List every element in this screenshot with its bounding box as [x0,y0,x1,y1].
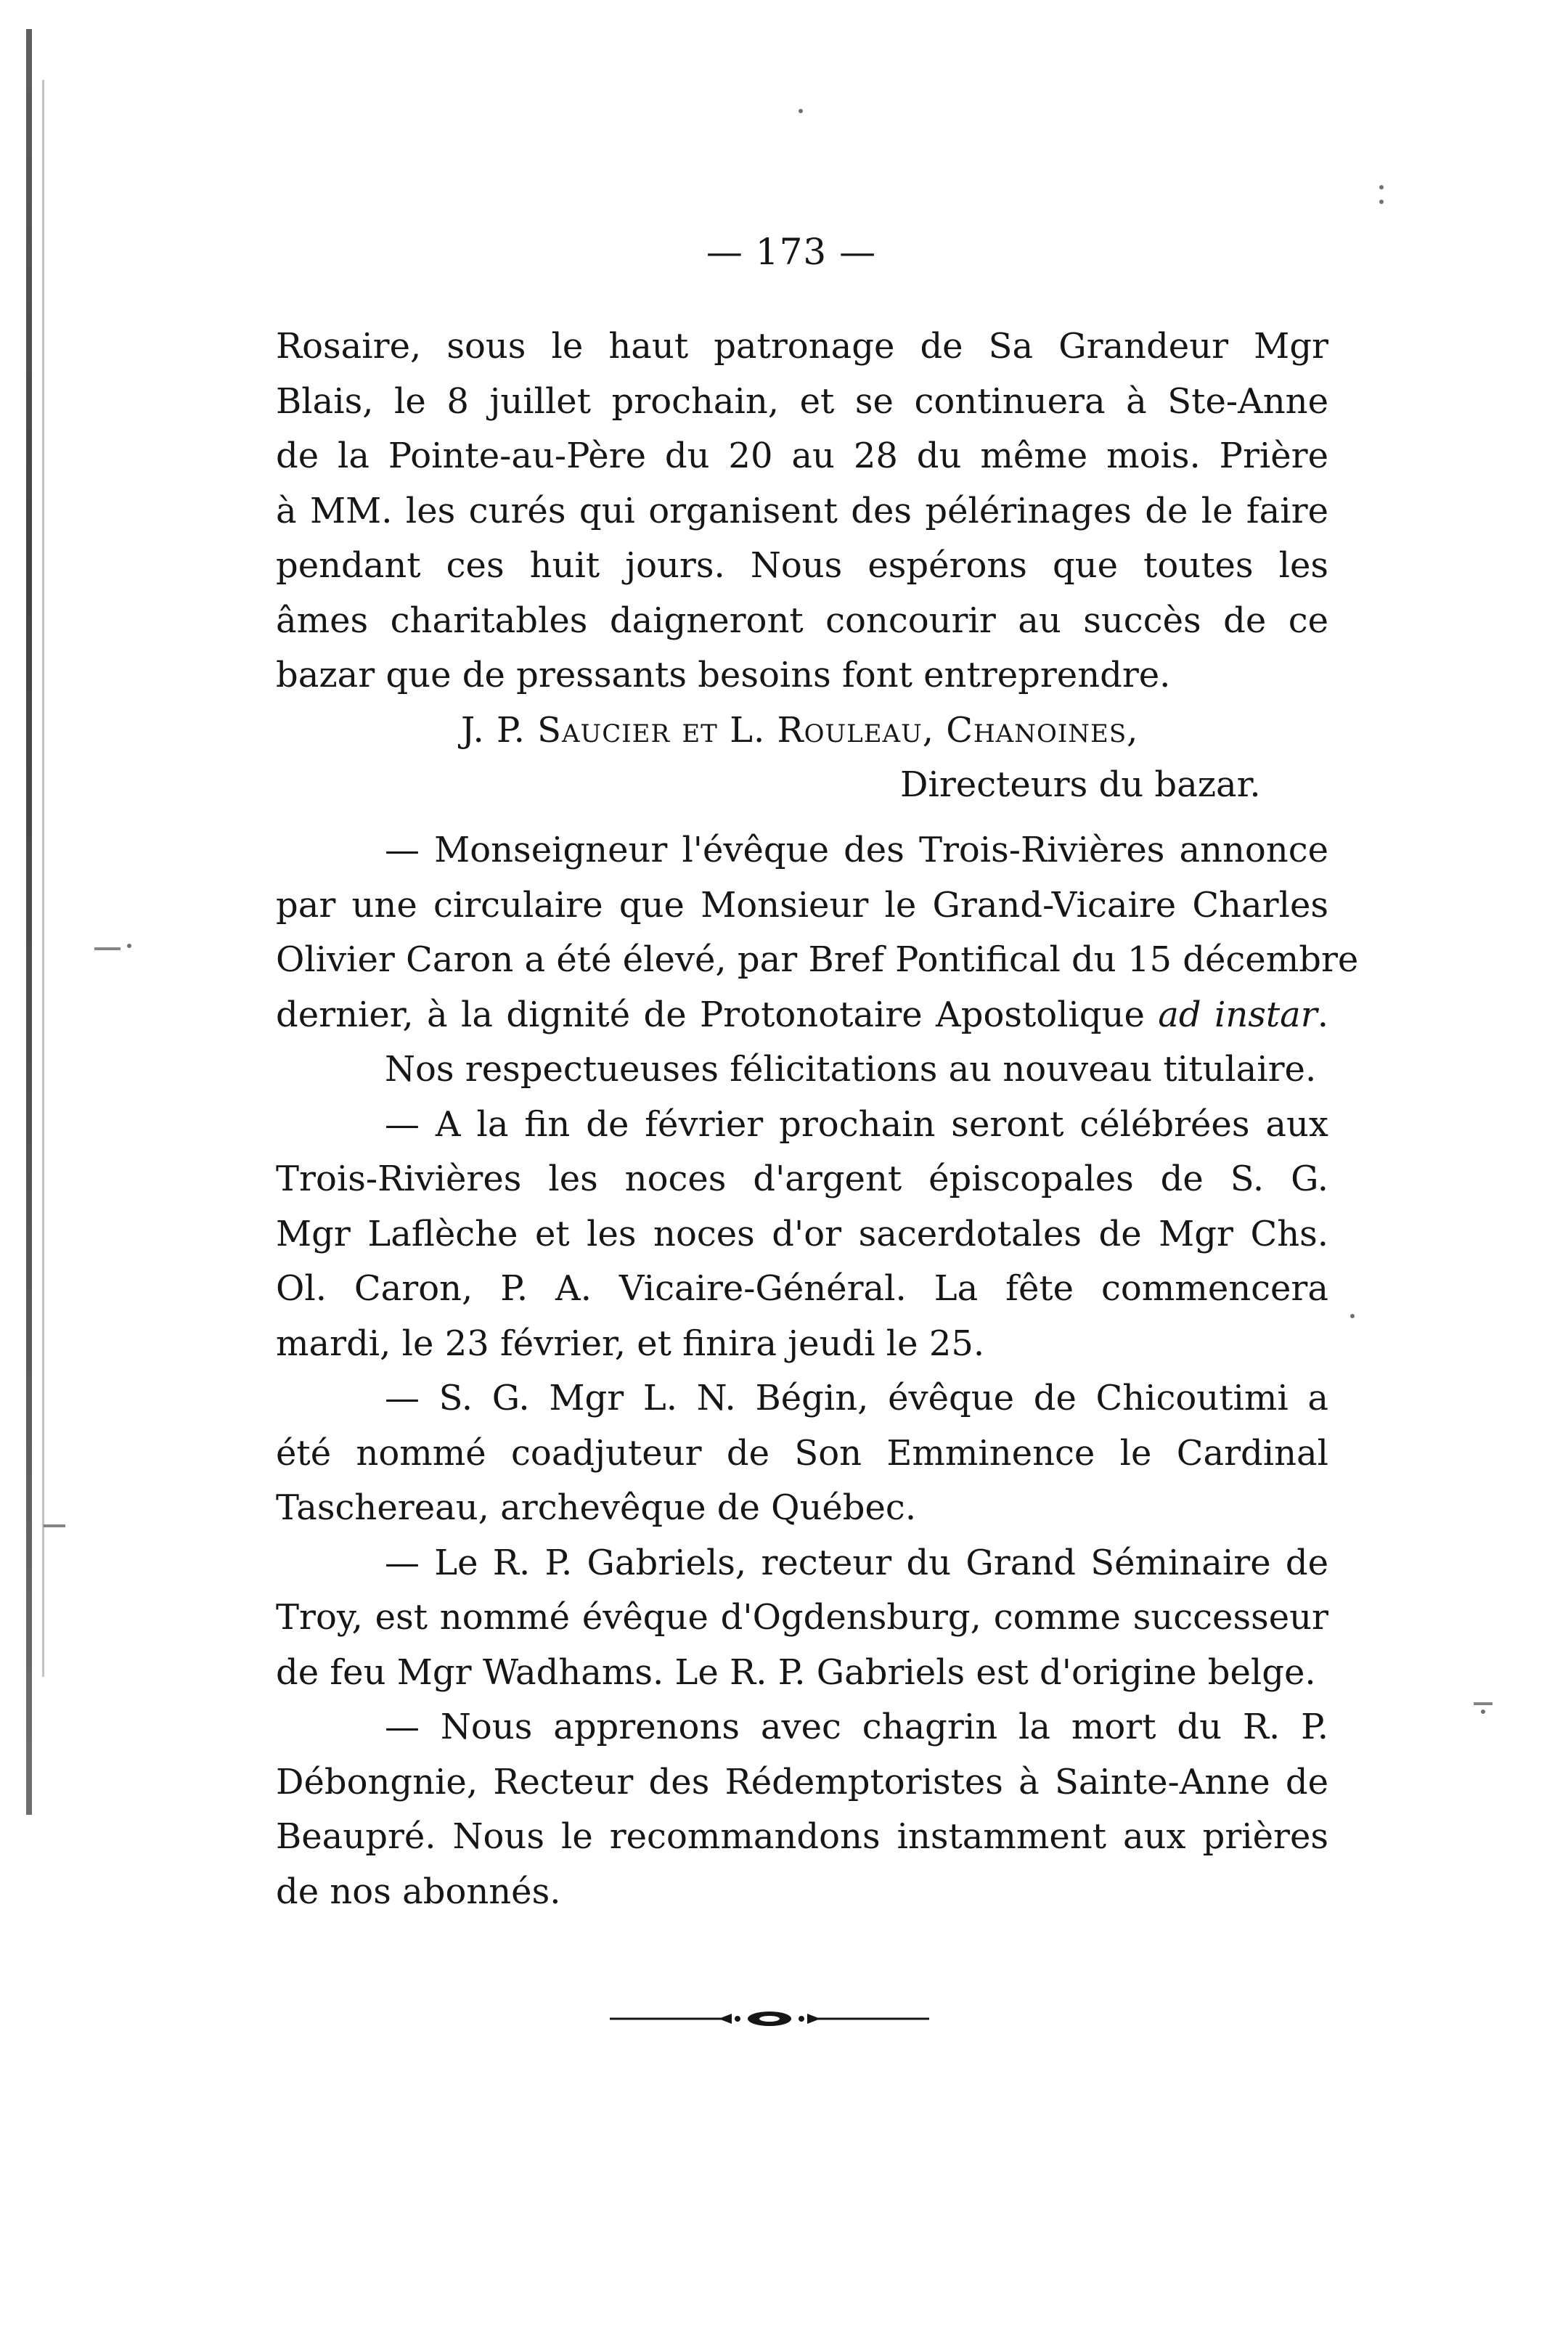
text-segment: . [1317,994,1328,1035]
signature-names-text: J. P. Saucier et L. Rouleau, Chanoines, [461,709,1139,751]
text-line: — Monseigneur l'évêque des Trois-Rivières annonce [385,830,1328,870]
body-text [276,319,1359,1919]
text-line: Rosaire, sous le haut patronage de Sa Grandeur Mgr [276,326,1328,367]
paragraph-protonotaire [276,823,1359,1042]
scan-speck [1379,185,1384,189]
signature-names [276,703,1328,759]
text-line: Trois-Rivières les noces d'argent épiscopales de S. G. [276,1159,1328,1199]
binding-edge-line [42,80,44,1677]
text-line: âmes charitables daigneront concourir au succès de ce [276,600,1328,641]
text-line: Mgr Laflèche et les noces d'or sacerdotales de Mgr Chs. [276,1213,1328,1254]
text-line: de nos abonnés. [276,1871,561,1912]
text-line: — S. G. Mgr L. N. Bégin, évêque de Chicoutimi a [385,1378,1328,1418]
text-line: été nommé coadjuteur de Son Emminence le Cardinal [276,1432,1328,1474]
text-line: Taschereau, archevêque de Québec. [276,1487,917,1528]
scan-speck [1379,200,1384,204]
text-line: Ol. Caron, P. A. Vicaire-Général. La fête commencera [276,1268,1328,1309]
paragraph-debongnie [276,1700,1328,1919]
scan-mark [44,1524,65,1527]
page-number: — 173 — [706,231,877,273]
scan-speck [799,109,803,113]
paragraph-noces [276,1098,1328,1372]
text-line: Olivier Caron a été élevé, par Bref Pontifical du 15 décembre [276,939,1359,980]
text-line: de feu Mgr Wadhams. Le R. P. Gabriels est d'origine belge. [276,1651,1316,1693]
scan-speck [127,944,131,948]
text-line: — A la fin de février prochain seront célébrées aux [385,1103,1328,1145]
signature-role: Directeurs du bazar. [900,764,1261,805]
paragraph-bazar [276,319,1328,703]
text-segment: dernier, à la dignité de Protonotaire Apostolique [276,994,1159,1035]
text-line: de la Pointe-au-Père du 20 au 28 du même mois. Prière [276,436,1328,476]
text-line: par une circulaire que Monsieur le Grand-Vicaire Charles [276,884,1328,926]
scan-mark [1474,1702,1493,1705]
text-line: — Le R. P. Gabriels, recteur du Grand Séminaire de [385,1542,1328,1583]
text-line: mardi, le 23 février, et finira jeudi le 25. [276,1323,985,1364]
scan-speck [1481,1710,1485,1714]
text-line: bazar que de pressants besoins font entreprendre. [276,655,1171,695]
text-line: — Nous apprenons avec chagrin la mort du R. P. [385,1707,1328,1747]
italic-phrase: ad instar [1158,994,1318,1035]
scan-mark [94,947,121,950]
text-line: Beaupré. Nous le recommandons instamment aux prières [276,1816,1328,1857]
text-line: à MM. les curés qui organisent des pélérinages de le faire [276,490,1328,531]
text-line: Troy, est nommé évêque d'Ogdensburg, comme successeur [276,1597,1328,1638]
paragraph-begin [276,1371,1328,1536]
paragraph-gabriels [276,1536,1328,1701]
text-line-with-italic [276,988,1328,1043]
text-line: Blais, le 8 juillet prochain, et se continuera à Ste-Anne [276,380,1328,422]
scan-speck [1350,1314,1355,1318]
ornament-rule [610,2008,929,2030]
paragraph-felicitations: Nos respectueuses félicitations au nouveau titulaire. [385,1049,1317,1090]
text-line: Débongnie, Recteur des Rédemptoristes à Sainte-Anne de [276,1761,1328,1802]
text-line: pendant ces huit jours. Nous espérons que toutes les [276,545,1328,586]
binding-edge-shadow [26,29,32,1815]
